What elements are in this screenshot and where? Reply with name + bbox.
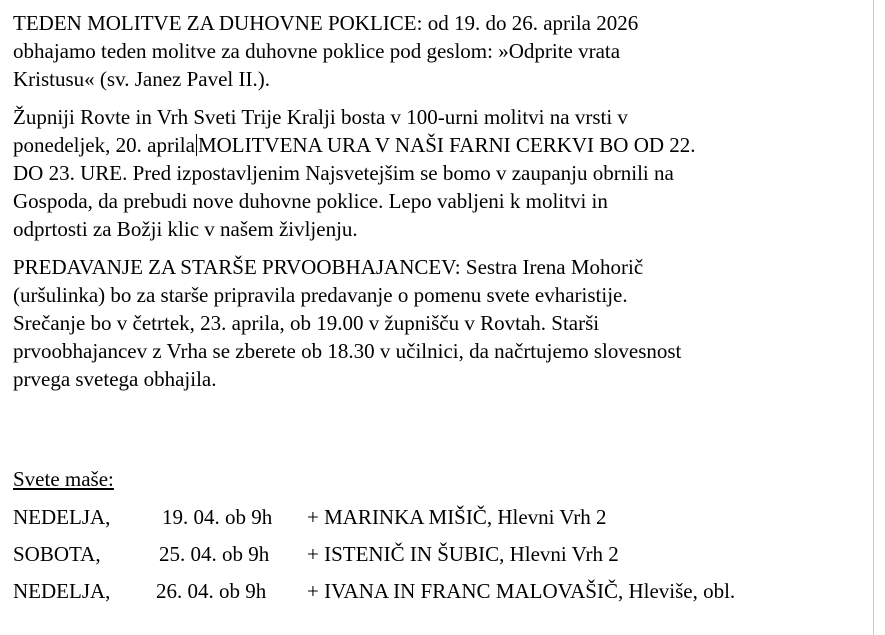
mass-day: NEDELJA, <box>13 505 111 529</box>
mass-intention: + IVANA IN FRANC MALOVAŠIČ, Hleviše, obl. <box>307 579 736 603</box>
text-fragment: MOLITVENA URA V NAŠI FARNI CERKVI BO OD 22. <box>197 133 696 157</box>
text-cursor <box>196 134 197 156</box>
text-line: obhajamo teden molitve za duhovne poklice pod geslom: »Odprite vrata <box>13 39 621 63</box>
text-line: prvega svetega obhajila. <box>13 367 217 391</box>
mass-day: NEDELJA, <box>13 579 111 603</box>
text-fragment: ponedeljek, 20. aprila <box>13 133 195 157</box>
document-body[interactable] <box>13 9 873 403</box>
text-line: prvoobhajancev z Vrha se zberete ob 18.30 v učilnici, da načrtujemo slovesnost <box>13 339 682 363</box>
mass-intention: + ISTENIČ IN ŠUBIC, Hlevni Vrh 2 <box>307 542 619 566</box>
mass-date: 19. 04. ob 9h <box>162 505 273 529</box>
text-line-with-caret <box>13 131 873 159</box>
mass-day: SOBOTA, <box>13 542 101 566</box>
page-edge <box>873 0 874 635</box>
text-line: DO 23. URE. Pred izpostavljenim Najsvetejšim se bomo v zaupanju obrnili na <box>13 161 674 185</box>
mass-date: 25. 04. ob 9h <box>159 542 270 566</box>
paragraph-prayer-week <box>13 9 873 93</box>
text-line: TEDEN MOLITVE ZA DUHOVNE POKLICE: od 19. do 26. aprila 2026 <box>13 11 639 35</box>
paragraph-parents-lecture <box>13 253 873 393</box>
text-line: Kristusu« (sv. Janez Pavel II.). <box>13 67 270 91</box>
mass-intention: + MARINKA MIŠIČ, Hlevni Vrh 2 <box>307 505 607 529</box>
text-line: (uršulinka) bo za starše pripravila predavanje o pomenu svete evharistije. <box>13 283 628 307</box>
text-line: Srečanje bo v četrtek, 23. aprila, ob 19.00 v župnišču v Rovtah. Starši <box>13 311 600 335</box>
mass-date: 26. 04. ob 9h <box>156 579 267 603</box>
text-line: Gospoda, da prebudi nove duhovne poklice. Lepo vabljeni k molitvi in <box>13 189 608 213</box>
paragraph-adoration <box>13 103 873 243</box>
text-line: Župniji Rovte in Vrh Sveti Trije Kralji bosta v 100-urni molitvi na vrsti v <box>13 105 628 129</box>
text-line: PREDAVANJE ZA STARŠE PRVOOBHAJANCEV: Sestra Irena Mohorič <box>13 255 644 279</box>
masses-heading: Svete maše: <box>13 467 114 491</box>
text-line: odprtosti za Božji klic v našem življenju. <box>13 217 358 241</box>
